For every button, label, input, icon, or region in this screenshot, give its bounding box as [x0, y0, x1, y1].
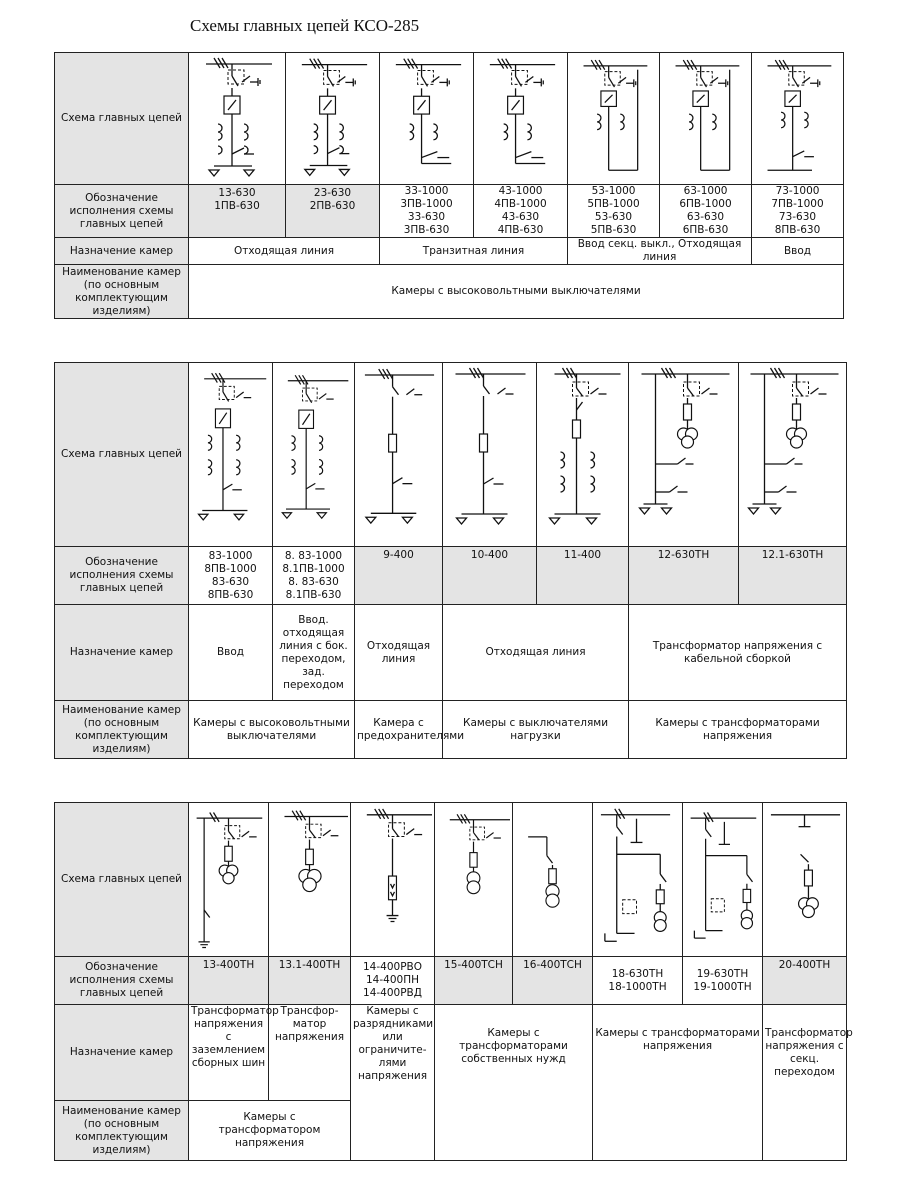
scheme-diagram: [189, 53, 286, 185]
scheme-table-2: [54, 362, 847, 759]
designation-cell: 14-400РВО 14-400ПН 14-400РВД: [351, 957, 435, 1005]
designation-cell: 43-1000 4ПВ-1000 43-630 4ПВ-630: [474, 185, 568, 238]
scheme-diagram: [189, 803, 269, 957]
designation-cell: 12.1-630ТН: [739, 547, 847, 605]
row-label-purpose: Назначение камер: [55, 1005, 189, 1101]
scheme-diagram: [269, 803, 351, 957]
name-cell: Камеры с выключателями нагрузки: [443, 701, 629, 759]
designation-cell: 23-630 2ПВ-630: [286, 185, 380, 238]
designation-cell: 10-400: [443, 547, 537, 605]
scheme-diagram: [537, 363, 629, 547]
scheme-diagram: [351, 803, 435, 957]
row-label-name: Наименование камер (по основным комплектующим изделиям): [55, 1101, 189, 1161]
designation-cell: 18-630ТН 18-1000ТН: [593, 957, 683, 1005]
designation-cell: 63-1000 6ПВ-1000 63-630 6ПВ-630: [660, 185, 752, 238]
scheme-diagram: [380, 53, 474, 185]
designation-cell: 53-1000 5ПВ-1000 53-630 5ПВ-630: [568, 185, 660, 238]
designation-cell: 33-1000 3ПВ-1000 33-630 3ПВ-630: [380, 185, 474, 238]
purpose-cell: Ввод секц. выкл., Отходящая линия: [568, 238, 752, 265]
designation-cell: 20-400ТН: [763, 957, 847, 1005]
row-label-designation: Обозначение исполнения схемы главных цепей: [55, 185, 189, 238]
purpose-cell: Камеры с трансформаторами напряжения: [593, 1005, 763, 1161]
scheme-diagram: [763, 803, 847, 957]
designation-cell: 16-400ТСН: [513, 957, 593, 1005]
scheme-diagram: [660, 53, 752, 185]
scheme-diagram: [435, 803, 513, 957]
scheme-diagram: [683, 803, 763, 957]
scheme-diagram: [513, 803, 593, 957]
designation-cell: 73-1000 7ПВ-1000 73-630 8ПВ-630: [752, 185, 844, 238]
scheme-diagram: [568, 53, 660, 185]
scheme-diagram: [752, 53, 844, 185]
scheme-diagram: [474, 53, 568, 185]
scheme-table-1: [54, 52, 844, 319]
row-label-purpose: Назначение камер: [55, 238, 189, 265]
name-cell: Камеры с высоковольтными выключателями: [189, 265, 844, 319]
purpose-cell: Трансформатор напряжения с кабельной сборкой: [629, 605, 847, 701]
purpose-cell: Транзитная линия: [380, 238, 568, 265]
designation-cell: 9-400: [355, 547, 443, 605]
scheme-diagram: [286, 53, 380, 185]
purpose-cell: Трансформатор напряжения с секц. переходом: [763, 1005, 847, 1161]
purpose-cell: Трансформатор напряжения с заземлением сборных шин: [189, 1005, 269, 1101]
designation-cell: 13-400ТН: [189, 957, 269, 1005]
designation-cell: 83-1000 8ПВ-1000 83-630 8ПВ-630: [189, 547, 273, 605]
name-cell: Камера с предохранителями: [355, 701, 443, 759]
row-label-name: Наименование камер (по основным комплектующим изделиям): [55, 701, 189, 759]
scheme-diagram: [593, 803, 683, 957]
page-title: Схемы главных цепей КСО-285: [190, 16, 420, 35]
row-label-schema: Схема главных цепей: [55, 363, 189, 547]
designation-cell: 8. 83-1000 8.1ПВ-1000 8. 83-630 8.1ПВ-630: [273, 547, 355, 605]
purpose-cell: Отходящая линия: [355, 605, 443, 701]
scheme-table-3: [54, 802, 853, 1161]
purpose-cell: Трансфор-матор напряжения: [269, 1005, 351, 1101]
designation-cell: 13.1-400ТН: [269, 957, 351, 1005]
row-label-designation: Обозначение исполнения схемы главных цепей: [55, 957, 189, 1005]
row-label-schema: Схема главных цепей: [55, 803, 189, 957]
designation-cell: 11-400: [537, 547, 629, 605]
purpose-cell: Ввод. отходящая линия с бок. переходом, зад. переходом: [273, 605, 355, 701]
scheme-diagram: [443, 363, 537, 547]
purpose-cell: Ввод: [752, 238, 844, 265]
name-cell: Камеры с трансформатором напряжения: [189, 1101, 351, 1161]
scheme-diagram: [189, 363, 273, 547]
designation-cell: 12-630ТН: [629, 547, 739, 605]
designation-cell: 15-400ТСН: [435, 957, 513, 1005]
name-cell: Камеры с высоковольтными выключателями: [189, 701, 355, 759]
name-cell: Камеры с трансформаторами напряжения: [629, 701, 847, 759]
purpose-cell: Ввод: [189, 605, 273, 701]
designation-cell: 13-630 1ПВ-630: [189, 185, 286, 238]
row-label-schema: Схема главных цепей: [55, 53, 189, 185]
row-label-purpose: Назначение камер: [55, 605, 189, 701]
purpose-cell: Камеры с трансформаторами собственных нужд: [435, 1005, 593, 1161]
scheme-diagram: [273, 363, 355, 547]
designation-cell: 19-630ТН 19-1000ТН: [683, 957, 763, 1005]
scheme-diagram: [739, 363, 847, 547]
purpose-cell: Отходящая линия: [443, 605, 629, 701]
purpose-cell: Камеры с разрядниками или ограничите-лями напряжения: [351, 1005, 435, 1161]
purpose-cell: Отходящая линия: [189, 238, 380, 265]
scheme-diagram: [355, 363, 443, 547]
row-label-designation: Обозначение исполнения схемы главных цепей: [55, 547, 189, 605]
row-label-name: Наименование камер (по основным комплектующим изделиям): [55, 265, 189, 319]
scheme-diagram: [629, 363, 739, 547]
